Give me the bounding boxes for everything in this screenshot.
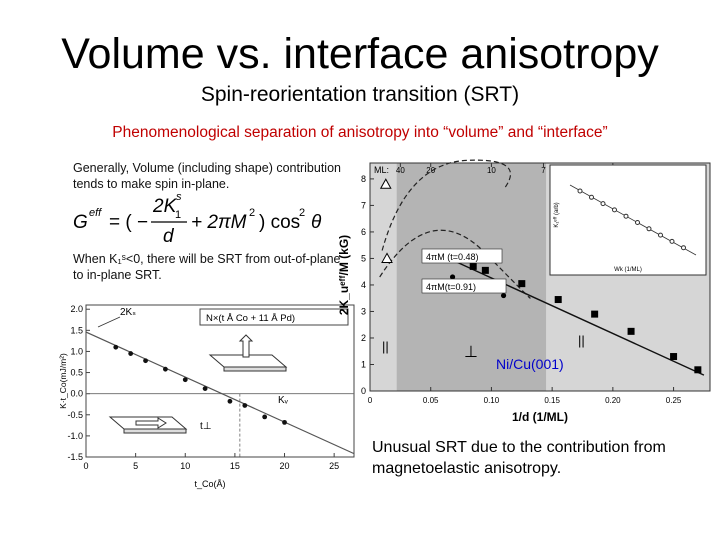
- data-point: [143, 358, 148, 363]
- fit-line: [86, 332, 354, 454]
- top-axis-label: ML:: [374, 165, 390, 175]
- data-point-square: [555, 296, 562, 303]
- x-tick-label: 10: [180, 461, 191, 471]
- formula-cos: ) cos: [259, 212, 301, 233]
- inset-point: [647, 227, 651, 231]
- tperp-label: t⊥: [200, 421, 212, 432]
- x-tick-label: 5: [133, 461, 139, 471]
- data-point: [242, 403, 247, 408]
- parallel-right-label: ||: [578, 333, 585, 348]
- perpendicular-label: ⊥: [464, 344, 478, 361]
- inset-x-label: Wk (1/ML): [614, 267, 642, 273]
- data-point: [203, 386, 208, 391]
- top-tick-label: 7: [541, 166, 546, 175]
- plot-frame: [86, 305, 354, 457]
- x-tick-label: 0: [83, 461, 89, 471]
- x-tick-label: 15: [229, 461, 240, 471]
- note-srt: When K₁ˢ<0, there will be SRT from out-of-plane to in-plane SRT.: [73, 252, 341, 282]
- x-tick-label: 0.15: [544, 396, 560, 405]
- y-tick-label: 2: [360, 332, 366, 343]
- red-heading: Phenomenological separation of anisotropy into “volume” and “interface”: [112, 124, 608, 141]
- y-tick-label: 7: [360, 200, 366, 211]
- x-tick-label: 0.25: [665, 396, 682, 405]
- y-tick-label: -1.0: [67, 430, 83, 441]
- inset-point: [590, 195, 594, 199]
- formula-num: 2K: [153, 196, 177, 217]
- two-ks-label: 2Kₛ: [120, 307, 136, 318]
- y-tick-label: 0.5: [70, 367, 83, 378]
- x-tick-label: 20: [279, 461, 290, 471]
- y-tick-label: 3: [360, 306, 366, 317]
- slide-title: Volume vs. interface anisotropy: [61, 30, 659, 78]
- fourpi-048-label: 4πM (t=0.48): [426, 252, 479, 262]
- y-tick-label: 1: [360, 359, 366, 370]
- y-tick-label: 1.0: [70, 346, 83, 357]
- formula-lhs-sup: eff: [89, 207, 102, 219]
- parallel-left-label: ||: [382, 339, 389, 354]
- data-point-square: [628, 328, 635, 335]
- legend-text: N×(t Å Co + 11 Å Pd): [206, 313, 296, 324]
- y-tick-label: 0.0: [70, 388, 83, 399]
- inset-point: [636, 221, 640, 225]
- formula-theta: θ: [311, 212, 322, 233]
- y-tick-label: 6: [360, 226, 366, 237]
- data-point: [228, 399, 233, 404]
- sample-label: Ni/Cu(001): [496, 356, 564, 372]
- x-axis-label: t_Co(Å): [194, 479, 226, 489]
- y-tick-label: -1.5: [67, 452, 83, 462]
- top-tick-label: 40: [395, 166, 405, 175]
- data-point: [183, 377, 188, 382]
- kt-vs-tco-chart: [60, 295, 360, 495]
- x-tick-label: 0: [367, 396, 373, 405]
- data-point: [113, 345, 118, 350]
- top-tick-label: 20: [426, 166, 436, 175]
- inset-y-label: K₁ᵉᶠᶠ (arb): [554, 202, 560, 228]
- formula-rest-sup: 2: [249, 207, 256, 219]
- y-tick-label: 0: [360, 386, 366, 396]
- x-tick-label: 25: [329, 461, 340, 471]
- x-axis-label: 1/d (1/ML): [512, 410, 568, 424]
- data-point-circle: [501, 293, 506, 298]
- inset-point: [601, 202, 605, 206]
- formula-num-sub: 1: [175, 209, 182, 221]
- y-tick-label: -0.5: [67, 409, 83, 420]
- inset-plot: [550, 165, 706, 275]
- data-point-square: [482, 267, 489, 274]
- in-plane-sample-icon: [110, 417, 186, 433]
- data-point: [282, 420, 287, 425]
- formula-eq: = (: [109, 212, 132, 233]
- formula-cos-sup: 2: [299, 207, 306, 219]
- y-tick-label: 5: [360, 253, 366, 264]
- data-point-square: [470, 263, 477, 270]
- y-axis-label: K·t_Co(mJ/m²): [58, 353, 68, 409]
- inset-point: [670, 239, 674, 243]
- formula-lhs: G: [73, 212, 88, 233]
- note-volume: Generally, Volume (including shape) contribution tends to make spin in-plane.: [73, 161, 341, 191]
- x-tick-label: 0.20: [605, 396, 621, 405]
- y-axis-label: 2K_uᵉᶠᶠ/M (kG): [337, 234, 351, 316]
- y-tick-label: 2.0: [70, 304, 83, 315]
- caption-text: Unusual SRT due to the contribution from magnetoelastic anisotropy.: [372, 439, 666, 477]
- data-point-square: [518, 280, 525, 287]
- data-point: [163, 367, 168, 372]
- formula-den: d: [163, 226, 174, 247]
- top-tick-label: 10: [486, 166, 496, 175]
- data-point-square: [694, 366, 701, 373]
- ku-vs-inverse-thickness-chart: [336, 155, 712, 435]
- data-point: [262, 414, 267, 419]
- inset-point: [578, 189, 582, 193]
- y-tick-label: 4: [360, 279, 366, 290]
- data-point-square: [670, 353, 677, 360]
- anisotropy-formula: [73, 186, 333, 248]
- x-tick-label: 0.05: [422, 396, 439, 405]
- inset-point: [682, 246, 686, 250]
- kv-label: Kᵥ: [278, 395, 288, 406]
- x-tick-label: 0.10: [483, 396, 500, 405]
- inset-point: [613, 208, 617, 212]
- inset-point: [624, 214, 628, 218]
- data-point-square: [591, 311, 598, 318]
- out-of-plane-sample-icon: [210, 335, 286, 371]
- formula-minus: −: [137, 212, 149, 233]
- y-tick-label: 1.5: [70, 325, 83, 336]
- slide-subtitle: Spin-reorientation transition (SRT): [200, 83, 520, 106]
- inset-point: [659, 233, 663, 237]
- formula-rest: + 2πM: [191, 212, 247, 233]
- formula-num-sup: s: [176, 191, 182, 203]
- fourpi-091-label: 4πM(t=0.91): [426, 282, 476, 292]
- data-point: [128, 351, 133, 356]
- y-tick-label: 8: [360, 173, 366, 184]
